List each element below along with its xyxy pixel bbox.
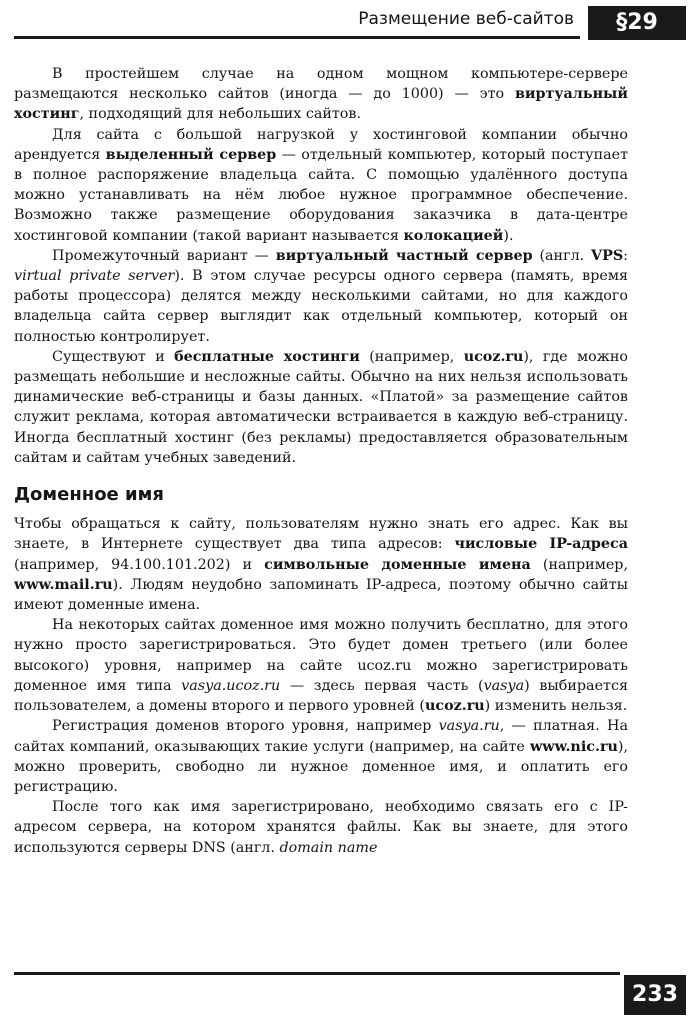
text-run: Существуют и <box>52 348 175 365</box>
bold-term: www.mail.ru <box>14 576 113 593</box>
paragraph <box>14 246 628 347</box>
text-run: ), где можно размещать небольшие и несложные сайты. Обычно на них нельзя использовать динамические веб-страницы и базы данных. «Платой» за размещение сайтов служит реклама, которая автоматически встраивается в каждую веб-страницу. Иногда бесплатный хостинг (без рекламы) предоставляется образовательным сайтам и сайтам учебных заведений. <box>14 348 628 466</box>
bold-term: www.nic.ru <box>529 738 618 755</box>
bold-term: виртуальный хостинг <box>14 86 628 123</box>
text-run: Для сайта с большой нагрузкой у хостинговой компании обычно арендуется <box>14 126 628 163</box>
text-run: ). В этом случае ресурсы одного сервера (память, время работы процессора) делятся между несколькими сайтами, но для каждого владельца сайта сервер выглядит как отдельный компьютер, который он полностью контролирует. <box>14 268 628 345</box>
italic-term: vasya.ucoz.ru <box>181 677 281 694</box>
bold-term: бесплатные хостинги <box>174 348 360 365</box>
italic-term: virtual private server <box>14 268 175 285</box>
paragraph <box>14 64 628 125</box>
text-run: Чтобы обращаться к сайту, пользователям нужно знать его адрес. Как вы знаете, в Интернете существует два типа адресов: <box>14 516 628 553</box>
text-run: ), можно проверить, свободно ли нужное доменное имя, и оплатить его регистрацию. <box>14 738 628 795</box>
bold-term: колокацией <box>403 227 504 244</box>
bold-term: виртуальный частный сервер <box>275 247 533 264</box>
text-run: ). <box>503 227 514 244</box>
text-run: , — платная. На сайтах компаний, оказывающих такие услуги (например, на сайте <box>14 718 628 755</box>
italic-term: vasya.ru <box>438 718 500 735</box>
text-run: ). Людям неудобно запоминать IP-адреса, поэтому обычно сайты имеют доменные имена. <box>14 576 628 614</box>
text-run: На некоторых сайтах доменное имя можно получить бесплатно, для этого нужно просто зарегистрироваться. Это будет домен третьего (или более высокого) уровня, например на сайте ucoz.ru можно зарегистрировать доменное имя типа <box>14 617 628 694</box>
header-rule <box>14 36 580 39</box>
paragraph <box>14 514 628 615</box>
text-run: (например, <box>359 348 464 365</box>
paragraph <box>14 125 628 246</box>
header-title: Размещение веб-сайтов <box>358 9 574 29</box>
page-number: 233 <box>624 975 686 1015</box>
italic-term: domain name <box>279 839 378 856</box>
text-run: Промежуточный вариант — <box>52 247 276 264</box>
text-run: В простейшем случае на одном мощном компьютере-сервере размещаются несколько сайтов (иногда — до 1000) — это <box>14 66 628 103</box>
bold-term: выделенный сервер <box>105 146 277 163</box>
text-run: — отдельный компьютер, который поступает в полное распоряжение владельца сайта. С помощью удалённого доступа можно устанавливать на нём любое нужное программное обеспечение. Возможно также размещение оборудования заказчика в дата-центре хостинговой компании (такой вариант называется <box>14 146 628 244</box>
text-run: Регистрация доменов второго уровня, например <box>52 718 439 735</box>
domain-paragraphs <box>14 514 628 857</box>
paragraph <box>14 797 628 858</box>
bold-term: ucoz.ru <box>424 698 485 715</box>
italic-term: vasya <box>483 677 525 694</box>
section-badge: §29 <box>588 6 686 40</box>
paragraph <box>14 716 628 797</box>
section-heading: Доменное имя <box>14 484 164 506</box>
bold-term: VPS <box>591 247 624 264</box>
intro-paragraphs <box>14 64 628 468</box>
text-run: (например, <box>530 556 628 573</box>
page-header <box>14 6 686 40</box>
paragraph <box>14 347 628 468</box>
text-run: : <box>623 247 628 264</box>
bold-term: числовые IP-адреса <box>454 536 628 553</box>
paragraph <box>14 615 628 716</box>
text-run: — здесь первая часть ( <box>280 677 484 694</box>
page-body <box>14 64 628 858</box>
bold-term: ucoz.ru <box>463 348 524 365</box>
text-run: (англ. <box>532 247 591 264</box>
text-run: ) выбирается пользователем, а домены второго и первого уровней ( <box>14 677 628 715</box>
footer-rule <box>14 972 620 975</box>
bold-term: символьные доменные имена <box>264 556 531 573</box>
text-run: , подходящий для небольших сайтов. <box>79 106 361 123</box>
text-run: ) изменить нельзя. <box>484 698 628 715</box>
text-run: (например, 94.100.101.202) и <box>14 556 265 573</box>
text-run: После того как имя зарегистрировано, необходимо связать его с IP-адресом сервера, на котором хранятся файлы. Как вы знаете, для этого используются серверы DNS (англ. <box>14 799 628 856</box>
